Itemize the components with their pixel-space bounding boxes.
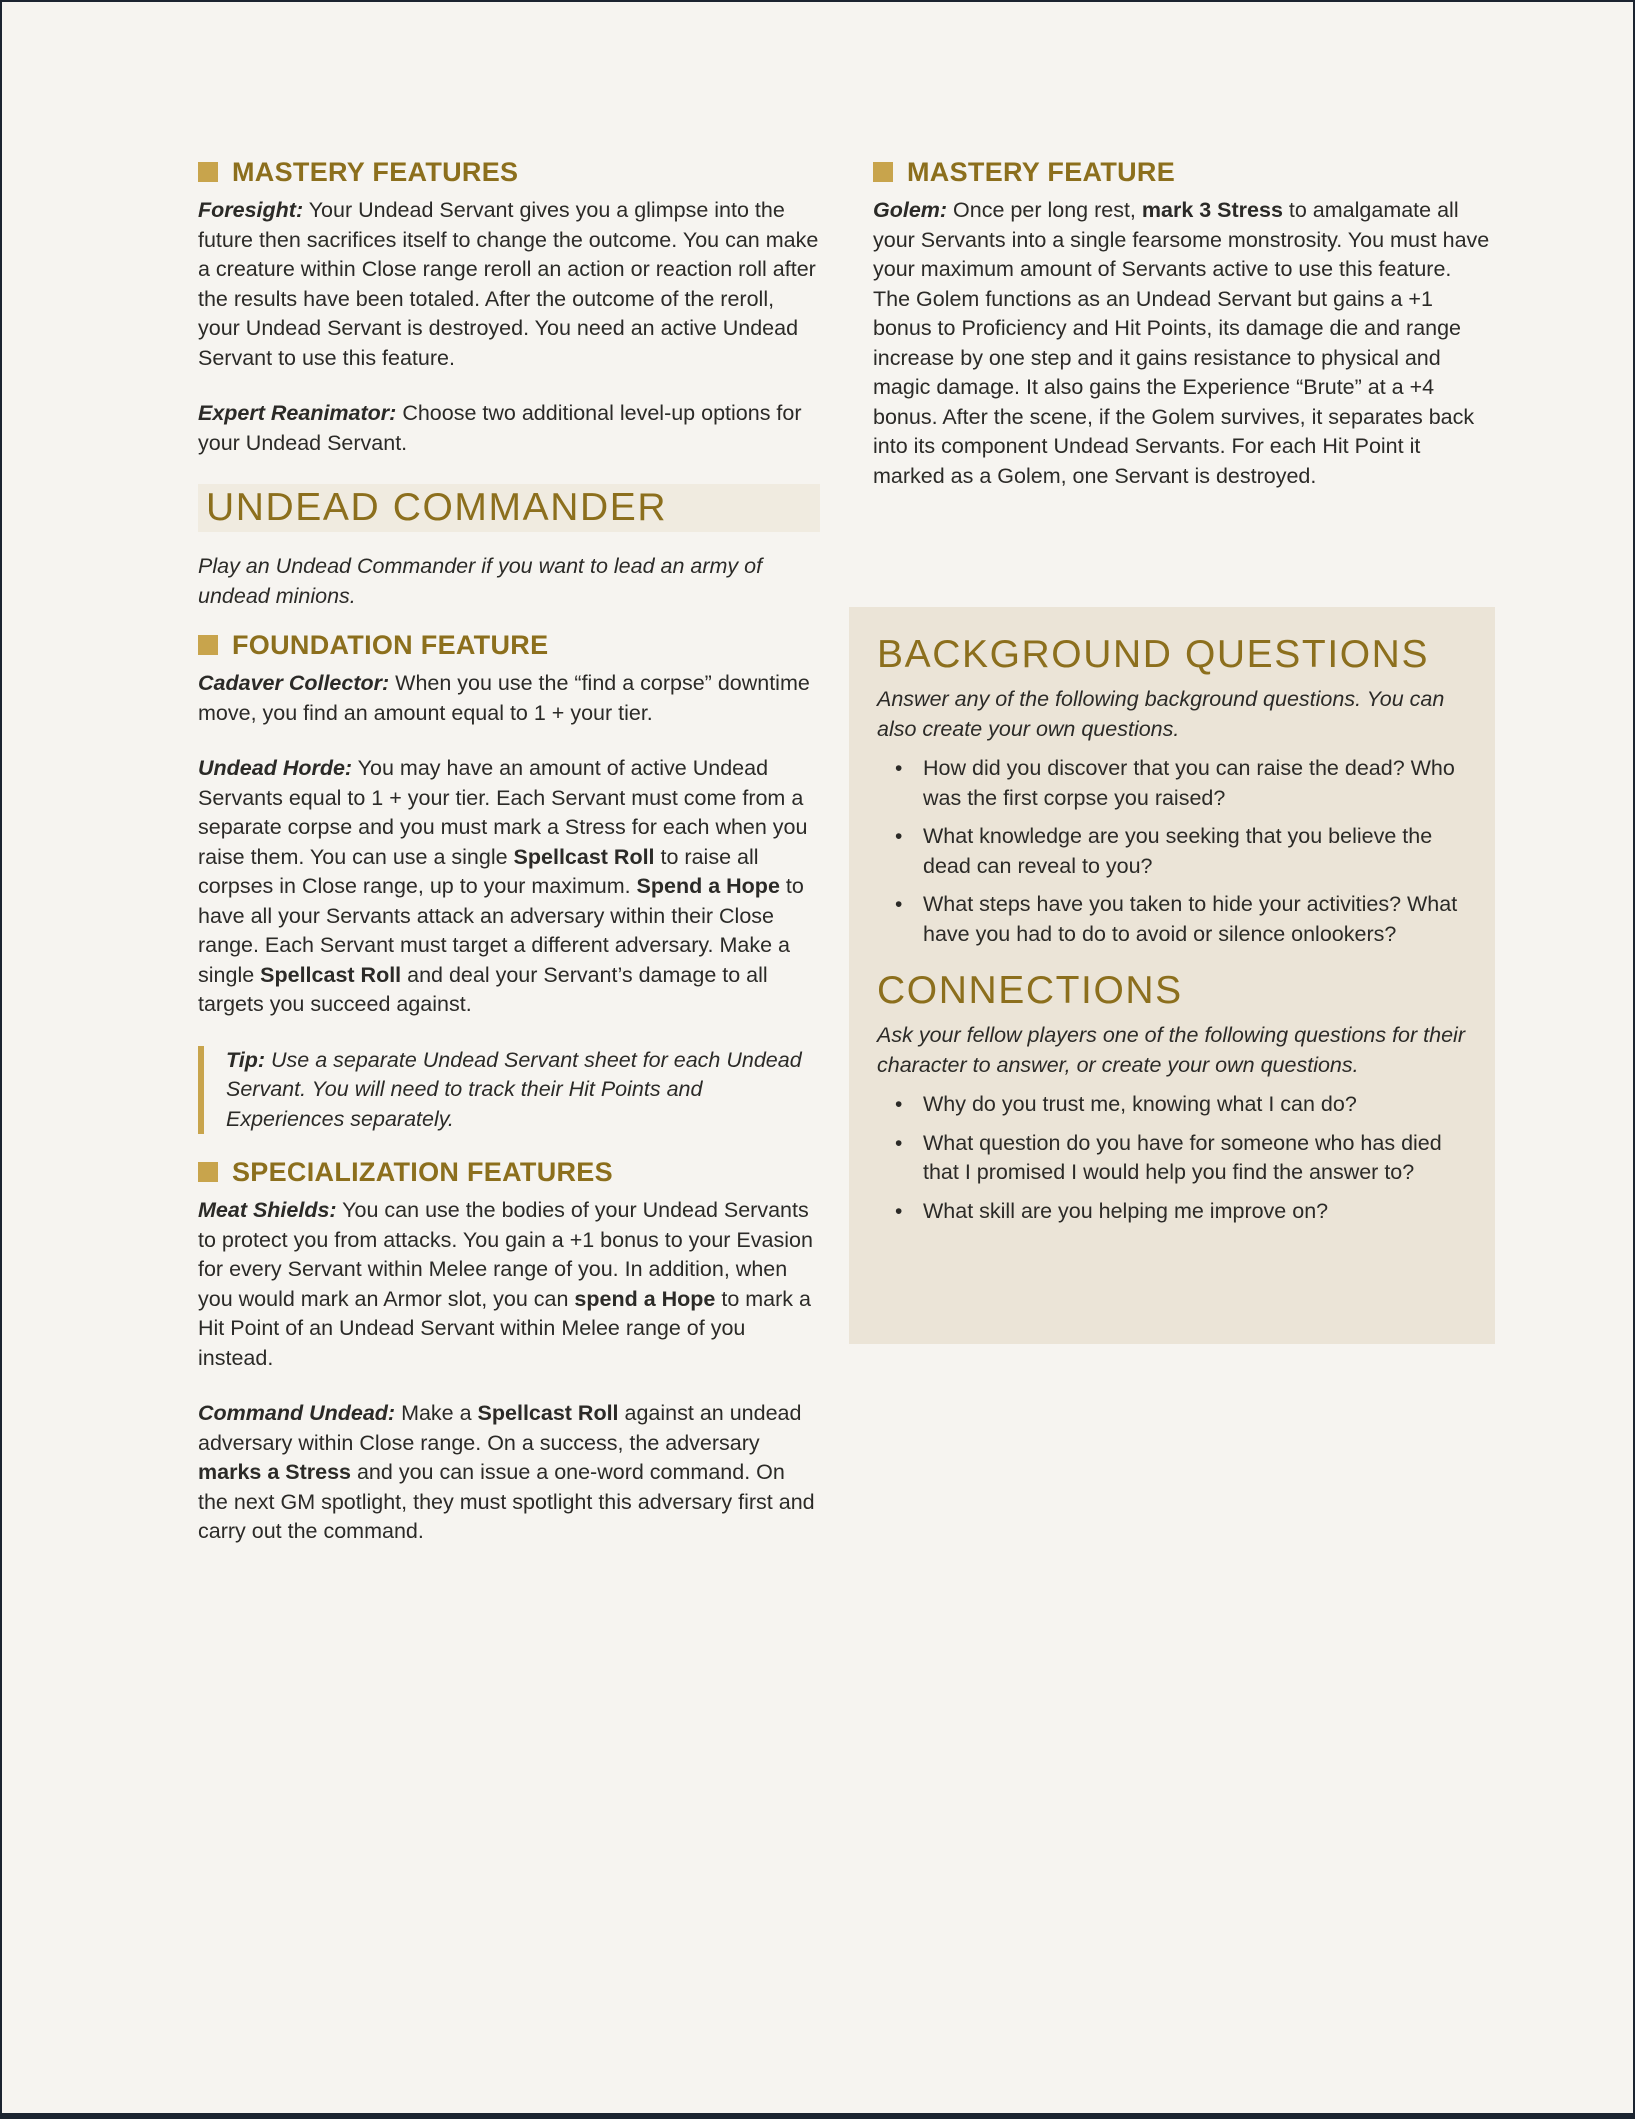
meat-shields-feature [198,1196,820,1373]
question-text: What skill are you helping me improve on? [923,1198,1329,1223]
foresight-text: Your Undead Servant gives you a glimpse into the future then sacrifices itself to change the outcome. You can make a creature within Close range reroll an action or reaction roll after the results have been totaled. After the outcome of the reroll, your Undead Servant is destroyed. You need an active Undead Servant to use this feature. [198,198,819,370]
bullet-icon: • [895,757,903,780]
connections-intro: Ask your fellow players one of the following questions for their character to answer, or create your own questions. [877,1023,1465,1077]
expert-reanimator-feature [198,399,820,458]
meat-shields-text-1: You can use the bodies of your Undead Servants to protect you from attacks. You gain a +1 bonus to your Evasion for every Servant within Melee range of you. In addition, when you would mark an Armor slot, you can [198,1198,813,1311]
background-questions-intro: Answer any of the following background questions. You can also create your own questions. [877,687,1445,741]
cadaver-collector-text: When you use the “find a corpse” downtime move, you find an amount equal to 1 + your tier. [198,671,810,725]
list-item [889,822,1477,881]
undead-horde-text-4: and deal your Servant’s damage to all targets you succeed against. [198,962,768,1016]
undead-commander-band [198,484,820,532]
questions-box [849,607,1495,1344]
tip-lead: Tip: [226,1047,266,1072]
heading-square-icon [873,162,893,182]
connections-title: CONNECTIONS [877,969,1183,1012]
specialization-features-heading [198,1154,820,1190]
document-page [2,2,1633,2113]
meat-shields-name: Meat Shields: [198,1198,337,1222]
foundation-feature-heading [198,627,820,663]
mastery-features-heading [198,154,820,190]
undead-horde-text-2: to raise all corpses in Close range, up to your maximum. [198,844,759,898]
foresight-name: Foresight: [198,198,304,222]
cadaver-collector-feature [198,669,820,728]
bullet-icon: • [895,825,903,848]
expert-reanimator-name: Expert Reanimator: [198,401,397,425]
connections-list [877,1090,1477,1226]
foundation-feature-label: FOUNDATION FEATURE [232,629,549,660]
golem-text-2: to amalgamate all your Servants into a single fearsome monstrosity. You must have your maximum amount of Servants active to use this feature. The Golem functions as an Undead Servant but gains a +1 bonus to Proficiency and Hit Points, its damage die and range increase by one step and it gains resistance to physical and magic damage. It also gains the Experience “Brute” at a +4 bonus. After the scene, if the Golem survives, it separates back into its component Undead Servants. For each Hit Point it marked as a Golem, one Servant is destroyed. [873,198,1490,488]
golem-name: Golem: [873,198,948,222]
undead-commander-intro: Play an Undead Commander if you want to lead an army of undead minions. [198,554,763,608]
command-undead-bold-2: marks a Stress [198,1460,351,1484]
tip-text: Use a separate Undead Servant sheet for each Undead Servant. You will need to track their Hit Points and Experiences separately. [226,1047,802,1131]
mastery-feature-heading [873,154,1493,190]
undead-commander-title: UNDEAD COMMANDER [206,486,668,529]
right-column [873,154,1493,517]
question-text: What steps have you taken to hide your activities? What have you had to do to avoid or silence onlookers? [923,892,1458,946]
question-text: How did you discover that you can raise the dead? Who was the first corpse you raised? [923,756,1455,810]
specialization-features-label: SPECIALIZATION FEATURES [232,1156,613,1187]
command-undead-bold-1: Spellcast Roll [477,1401,619,1425]
golem-text-1: Once per long rest, [947,198,1142,222]
undead-horde-bold-1: Spellcast Roll [513,844,655,869]
undead-horde-name: Undead Horde: [198,756,353,780]
undead-horde-bold-3: Spellcast Roll [260,962,402,987]
command-undead-text-1: Make a [395,1401,478,1425]
list-item [889,1197,1477,1227]
question-text: Why do you trust me, knowing what I can do? [923,1092,1357,1116]
command-undead-feature [198,1399,820,1547]
left-column [198,154,820,1573]
undead-horde-text-3: to have all your Servants attack an adversary within their Close range. Each Servant must target a different adversary. Make a single [198,874,804,987]
background-questions-title: BACKGROUND QUESTIONS [877,633,1430,676]
list-item [889,754,1477,813]
meat-shields-text-2: to mark a Hit Point of an Undead Servant within Melee range of you instead. [198,1286,811,1370]
undead-horde-feature [198,754,820,1020]
list-item [889,890,1477,949]
question-text: What question do you have for someone who has died that I promised I would help you find the answer to? [923,1130,1442,1184]
command-undead-text-3: and you can issue a one-word command. On the next GM spotlight, they must spotlight this adversary first and carry out the command. [198,1460,815,1543]
list-item [889,1129,1477,1188]
heading-square-icon [198,1162,218,1182]
mastery-features-label: MASTERY FEATURES [232,156,519,187]
undead-horde-text-1: You may have an amount of active Undead Servants equal to 1 + your tier. Each Servant must come from a separate corpse and you must mark a Stress for each when you raise them. You can use a single [198,756,808,869]
tip-callout [198,1046,820,1135]
question-text: What knowledge are you seeking that you believe the dead can reveal to you? [923,824,1433,878]
bullet-icon: • [895,1199,903,1223]
foresight-feature [198,196,820,373]
golem-bold-1: mark 3 Stress [1141,198,1283,222]
list-item [889,1090,1477,1120]
command-undead-text-2: against an undead adversary within Close range. On a success, the adversary [198,1401,802,1455]
expert-reanimator-text: Choose two additional level-up options for your Undead Servant. [198,401,802,455]
bullet-icon: • [895,1131,903,1155]
bullet-icon: • [895,893,903,916]
heading-square-icon [198,162,218,182]
bullet-icon: • [895,1093,903,1116]
meat-shields-bold-1: spend a Hope [574,1286,716,1311]
background-questions-list [877,754,1477,949]
command-undead-name: Command Undead: [198,1401,396,1425]
mastery-feature-label: MASTERY FEATURE [907,156,1176,187]
cadaver-collector-name: Cadaver Collector: [198,671,390,695]
undead-horde-bold-2: Spend a Hope [636,874,780,898]
golem-feature [873,196,1493,491]
heading-square-icon [198,635,218,655]
